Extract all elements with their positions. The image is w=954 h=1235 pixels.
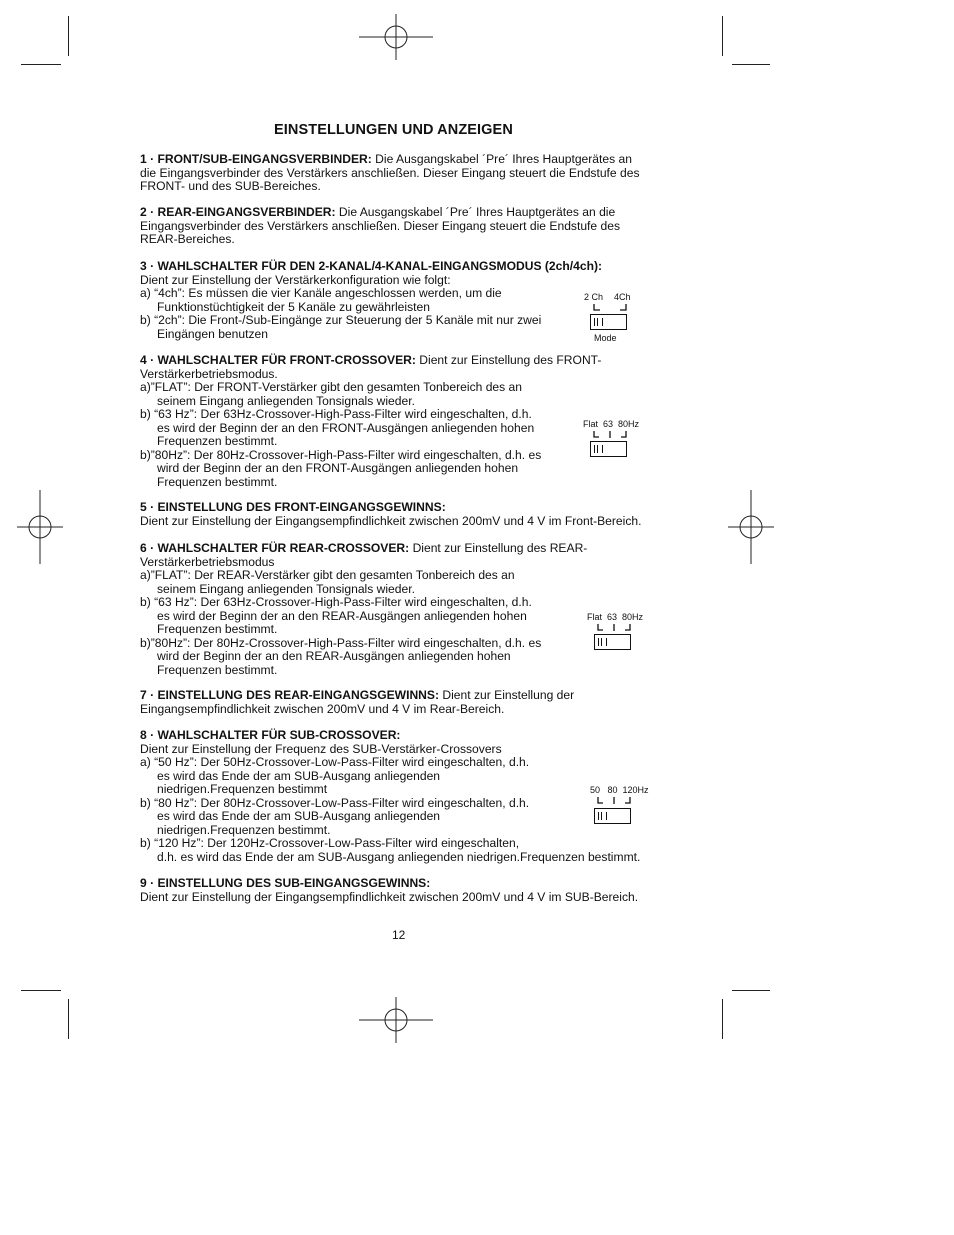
switch-body bbox=[594, 634, 631, 650]
section-heading: 6 · WAHLSCHALTER FÜR REAR-CROSSOVER: bbox=[140, 541, 410, 555]
switch-body bbox=[590, 441, 627, 457]
crop-mark bbox=[68, 999, 69, 1039]
switch-label: Flat 63 80Hz bbox=[587, 612, 644, 622]
registration-mark-icon bbox=[728, 490, 774, 564]
page-number: 12 bbox=[392, 928, 406, 942]
switch-caption-mode: Mode bbox=[594, 333, 617, 343]
section-heading: 7 · EINSTELLUNG DES REAR-EINGANGSGEWINNS: bbox=[140, 688, 440, 702]
page-title: EINSTELLUNGEN UND ANZEIGEN bbox=[274, 122, 513, 138]
crop-mark bbox=[21, 64, 61, 65]
section-rear-input: 2 · REAR-EINGANGSVERBINDER: Die Ausgangskabel ´Pre´ Ihres Hauptgerätes an die Eingangsverbinder des Verstärkers anschließen. Dieser Eingang steuert die Endstufe des REAR-Bereiches. bbox=[140, 205, 620, 246]
section-rear-crossover: 6 · WAHLSCHALTER FÜR REAR-CROSSOVER: Dient zur Einstellung des REAR- Verstärkerbetriebsmodus a)”FLAT”: Der REAR-Verstärker gibt den gesamten Tonbereich des an seinem Eingang anliegenden Tonsignals wieder. b) “63 Hz”: Der 63Hz-Crossover-High-Pass-Filter wird eingeschalten, d.h. es wird der Beginn der an den REAR-Ausgängen anliegenden hohen Frequenzen bestimmt. b)”80Hz”: Der 80Hz-Crossover-High-Pass-Filter wird eingeschalten, d.h. es wird der Beginn der an den REAR-Ausgängen anliegenden hohen Frequenzen bestimmt. bbox=[140, 541, 588, 677]
switch-label: 50 80 120Hz bbox=[590, 785, 649, 795]
section-heading: 5 · EINSTELLUNG DES FRONT-EINGANGSGEWINNS: bbox=[140, 500, 446, 514]
switch-bracket-icon bbox=[592, 303, 628, 313]
switch-label: Flat 63 80Hz bbox=[583, 419, 640, 429]
switch-bracket-icon bbox=[592, 430, 628, 440]
crop-mark bbox=[722, 999, 723, 1039]
section-heading: 9 · EINSTELLUNG DES SUB-EINGANGSGEWINNS: bbox=[140, 876, 431, 890]
section-channel-mode: 3 · WAHLSCHALTER FÜR DEN 2-KANAL/4-KANAL-EINGANGSMODUS (2ch/4ch): Dient zur Einstellung der Verstärkerkonfiguration wie folgt: a) “4ch”: Es müssen die vier Kanäle angeschlossen werden, um die Funktionstüchtigkeit der 5 Kanäle zu gewährleisten b) “2ch”: Die Front-/Sub-Eingänge zur Steuerung der 5 Kanäle mit nur zwei Eingängen benutzen bbox=[140, 259, 603, 341]
section-sub-crossover: 8 · WAHLSCHALTER FÜR SUB-CROSSOVER: Dient zur Einstellung der Frequenz des SUB-Verstärker-Crossovers a) “50 Hz”: Der 50Hz-Crossover-Low-Pass-Filter wird eingeschalten, d.h. es wird das Ende der am SUB-Ausgang anliegenden niedrigen.Frequenzen bestimmt b) “80 Hz”: Der 80Hz-Crossover-Low-Pass-Filter wird eingeschalten, d.h. es wird das Ende der am SUB-Ausgang anliegenden niedrigen.Frequenzen bestimmt. b) “120 Hz”: Der 120Hz-Crossover-Low-Pass-Filter wird eingeschalten, d.h. es wird das Ende der am SUB-Ausgang anliegenden niedrigen.Frequenzen bestimmt. bbox=[140, 728, 641, 864]
switch-knob-icon bbox=[594, 445, 603, 453]
front-crossover-switch-diagram bbox=[583, 419, 643, 459]
switch-knob-icon bbox=[598, 812, 607, 820]
crop-mark bbox=[21, 990, 61, 991]
switch-knob-icon bbox=[598, 638, 607, 646]
section-sub-gain: 9 · EINSTELLUNG DES SUB-EINGANGSGEWINNS: Dient zur Einstellung der Eingangsempfindlichkeit zwischen 200mV und 4 V im SUB-Bereich. bbox=[140, 876, 639, 904]
registration-mark-icon bbox=[17, 490, 63, 564]
crop-mark bbox=[732, 990, 770, 991]
section-heading: 1 · FRONT/SUB-EINGANGSVERBINDER: bbox=[140, 152, 372, 166]
registration-mark-icon bbox=[359, 997, 433, 1043]
switch-bracket-icon bbox=[596, 623, 632, 633]
section-front-sub-input: 1 · FRONT/SUB-EINGANGSVERBINDER: Die Ausgangskabel ´Pre´ Ihres Hauptgerätes an die Eingangsverbinder des Verstärkers anschließen. Dieser Eingang steuert die Endstufe des FRONT- und des SUB-Bereiches. bbox=[140, 152, 640, 193]
crop-mark bbox=[732, 64, 770, 65]
crop-mark bbox=[722, 16, 723, 56]
switch-knob-icon bbox=[594, 318, 603, 326]
switch-label-2ch: 2 Ch bbox=[584, 292, 604, 302]
mode-switch-diagram bbox=[584, 292, 634, 344]
section-rear-gain: 7 · EINSTELLUNG DES REAR-EINGANGSGEWINNS: Dient zur Einstellung der Eingangsempfindlichkeit zwischen 200mV und 4 V im Rear-Bereich. bbox=[140, 688, 575, 716]
section-front-crossover: 4 · WAHLSCHALTER FÜR FRONT-CROSSOVER: Dient zur Einstellung des FRONT- Verstärkerbetriebsmodus. a)”FLAT”: Der FRONT-Verstärker gibt den gesamten Tonbereich des an seinem Eingang anliegenden Tonsignals wieder. b) “63 Hz”: Der 63Hz-Crossover-High-Pass-Filter wird eingeschalten, d.h. es wird der Beginn der an den FRONT-Ausgängen anliegenden hohen Frequenzen bestimmt. b)”80Hz”: Der 80Hz-Crossover-High-Pass-Filter wird eingeschalten, d.h. es wird der Beginn der an den FRONT-Ausgängen anliegenden hohen Frequenzen bestimmt. bbox=[140, 353, 602, 489]
section-heading: 8 · WAHLSCHALTER FÜR SUB-CROSSOVER: bbox=[140, 728, 401, 742]
switch-label-4ch: 4Ch bbox=[614, 292, 631, 302]
crop-mark bbox=[68, 16, 69, 56]
section-heading: 4 · WAHLSCHALTER FÜR FRONT-CROSSOVER: bbox=[140, 353, 416, 367]
switch-body bbox=[594, 808, 631, 824]
switch-bracket-icon bbox=[596, 796, 632, 806]
sub-crossover-switch-diagram bbox=[590, 785, 652, 827]
section-heading: 2 · REAR-EINGANGSVERBINDER: bbox=[140, 205, 336, 219]
section-front-gain: 5 · EINSTELLUNG DES FRONT-EINGANGSGEWINNS: Dient zur Einstellung der Eingangsempfindlichkeit zwischen 200mV und 4 V im Front-Bereich. bbox=[140, 500, 642, 528]
section-heading: 3 · WAHLSCHALTER FÜR DEN 2-KANAL/4-KANAL-EINGANGSMODUS (2ch/4ch): bbox=[140, 259, 603, 273]
rear-crossover-switch-diagram bbox=[587, 612, 647, 652]
registration-mark-icon bbox=[359, 14, 433, 60]
switch-body bbox=[590, 314, 627, 330]
